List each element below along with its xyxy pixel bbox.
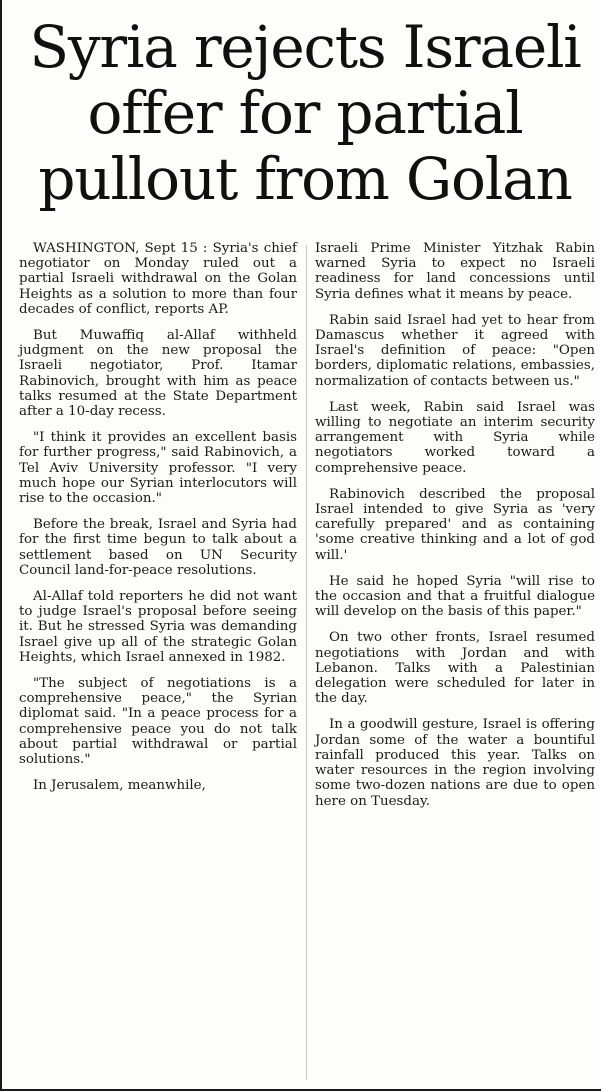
article-paragraph: In a goodwill gesture, Israel is offering Jordan some of the water a bountiful rainfall produced this year. Talks on water resources in the region involving some two-dozen nations are due to open here on Tuesday. xyxy=(315,717,595,809)
article-paragraph: WASHINGTON, Sept 15 : Syria's chief negotiator on Monday ruled out a partial Israeli withdrawal on the Golan Heights as a solution to more than four decades of conflict, reports AP. xyxy=(19,241,297,317)
article-paragraph: He said he hoped Syria "will rise to the occasion and that a fruitful dialogue will develop on the basis of this paper." xyxy=(315,573,595,620)
article-paragraph: Rabin said Israel had yet to hear from Damascus whether it agreed with Israel's definition of peace: "Open borders, diplomatic relations, embassies, normalization of contacts between us." xyxy=(315,312,595,389)
article-paragraph: "The subject of negotiations is a comprehensive peace," the Syrian diplomat said. "In a peace process for a comprehensive peace you do not talk about partial withdrawal or partial solutions." xyxy=(19,676,297,768)
article-paragraph: In Jerusalem, meanwhile, xyxy=(33,778,206,794)
headline-line-3: pullout from Golan xyxy=(38,145,572,213)
article-column-left xyxy=(19,241,297,794)
article-paragraph: Al-Allaf told reporters he did not want to judge Israel's proposal before seeing it. But he stressed Syria was demanding Israel give up all of the strategic Golan Heights, which Israel annexed in 1982. xyxy=(19,589,297,665)
article-paragraph: Last week, Rabin said Israel was willing to negotiate an interim security arrangement with Syria while negotiators worked toward a comprehensive peace. xyxy=(315,399,595,476)
article-paragraph: But Muwaffiq al-Allaf withheld judgment on the new proposal the Israeli negotiator, Prof. Itamar Rabinovich, brought with him as peace talks resumed at the State Department after a 10-day recess. xyxy=(19,328,297,420)
article-paragraph: On two other fronts, Israel resumed negotiations with Jordan and with Lebanon. Talks with a Palestinian delegation were scheduled for later in the day. xyxy=(315,630,595,707)
article-paragraph: Israeli Prime Minister Yitzhak Rabin warned Syria to expect no Israeli readiness for land concessions until Syria defines what it means by peace. xyxy=(315,241,595,302)
article-paragraph: "I think it provides an excellent basis for further progress," said Rabinovich, a Tel Aviv University professor. "I very much hope our Syrian interlocutors will rise to the occasion." xyxy=(19,430,297,507)
headline xyxy=(12,14,598,212)
headline-line-2: offer for partial xyxy=(87,79,523,147)
article-paragraph: Before the break, Israel and Syria had for the first time begun to talk about a settlement based on UN Security Council land-for-peace resolutions. xyxy=(19,517,297,578)
article-column-right xyxy=(315,241,595,809)
headline-line-1: Syria rejects Israeli xyxy=(29,13,581,81)
column-divider xyxy=(306,245,307,1080)
article-paragraph: Rabinovich described the proposal Israel intended to give Syria as 'very carefully prepared' and as containing 'some creative thinking and a lot of god will.' xyxy=(315,486,595,563)
